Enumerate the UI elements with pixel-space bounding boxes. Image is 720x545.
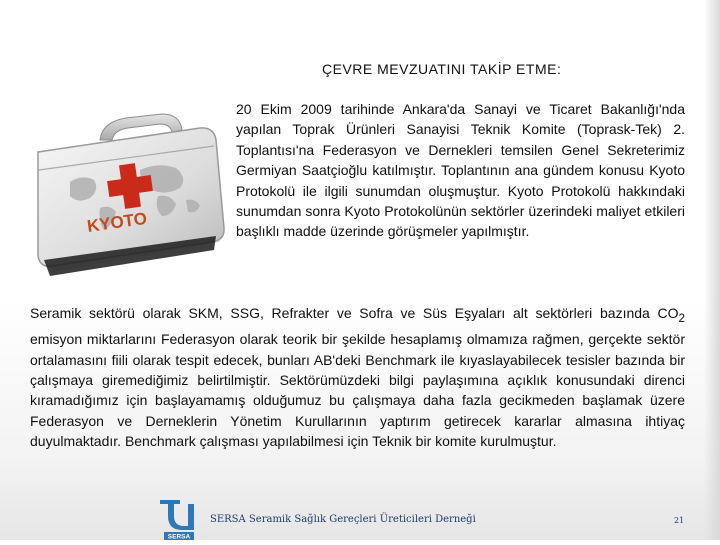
meeting-paragraph: 20 Ekim 2009 tarihinde Ankara'da Sanayi ve Ticaret Bakanlığı'nda yapılan Toprak Ürünleri Sanayisi Teknik Komite (Toprask-Tek) 2. Toplantısı'na Federasyon ve Dernekleri temsilen Genel Sekreterimiz Germiyan Saatçioğlu katılmıştır. Toplantının ana gündem konusu Kyoto Protokolü ile ilgili sunumdan oluşmuştur. Kyoto Protokolü hakkındaki sunumdan sonra Kyoto Protokolünün sektörler üzerindeki maliyet etkileri başlıklı madde üzerinde görüşmeler yapılmıştır.	[236, 101, 685, 240]
slide-title: ÇEVRE MEVZUATINI TAKİP ETME:	[322, 61, 562, 77]
slide-edge-shading	[704, 0, 720, 540]
kyoto-first-aid-kit-image	[30, 100, 230, 280]
co2-subscript: 2	[678, 311, 685, 325]
first-aid-kit-illustration	[30, 100, 230, 280]
sersa-logo-text: SERSA	[167, 533, 191, 540]
sersa-logo-icon	[158, 496, 200, 540]
page-number: 21	[674, 516, 685, 525]
footer-association-name: SERSA Seramik Sağlık Gereçleri Üreticileri Derneği	[210, 514, 476, 525]
paragraph-text-start: Seramik sektörü olarak SKM, SSG, Refrakter ve Sofra ve Süs Eşyaları alt sektörleri bazında CO	[30, 305, 679, 321]
benchmark-paragraph	[30, 303, 685, 452]
sersa-logo	[158, 496, 200, 540]
kyoto-label: KYOTO	[85, 208, 149, 236]
paragraph-text-end: emisyon miktarlarını Federasyon olarak teorik bir şekilde hesaplamış olmamıza rağmen, gerçekte sektör ortalamasını fiili olarak tespit edecek, bunları AB'deki Benchmark ile kıyaslayabilecek tesisler bazında bir çalışmaya giremediğimiz belirtilmiştir. Sektörümüzdeki bilgi paylaşımına açıklık konusundaki direnci kıramadığımız için başlayamamış olduğumuz bu çalışmaya daha fazla gecikmeden başlamak üzere Federasyon ve Derneklerin Yönetim Kurullarının yaptırım getirecek kararlar almasına ihtiyaç duyulmaktadır. Benchmark çalışması yapılabilmesi için Teknik bir komite kurulmuştur.	[30, 331, 685, 450]
